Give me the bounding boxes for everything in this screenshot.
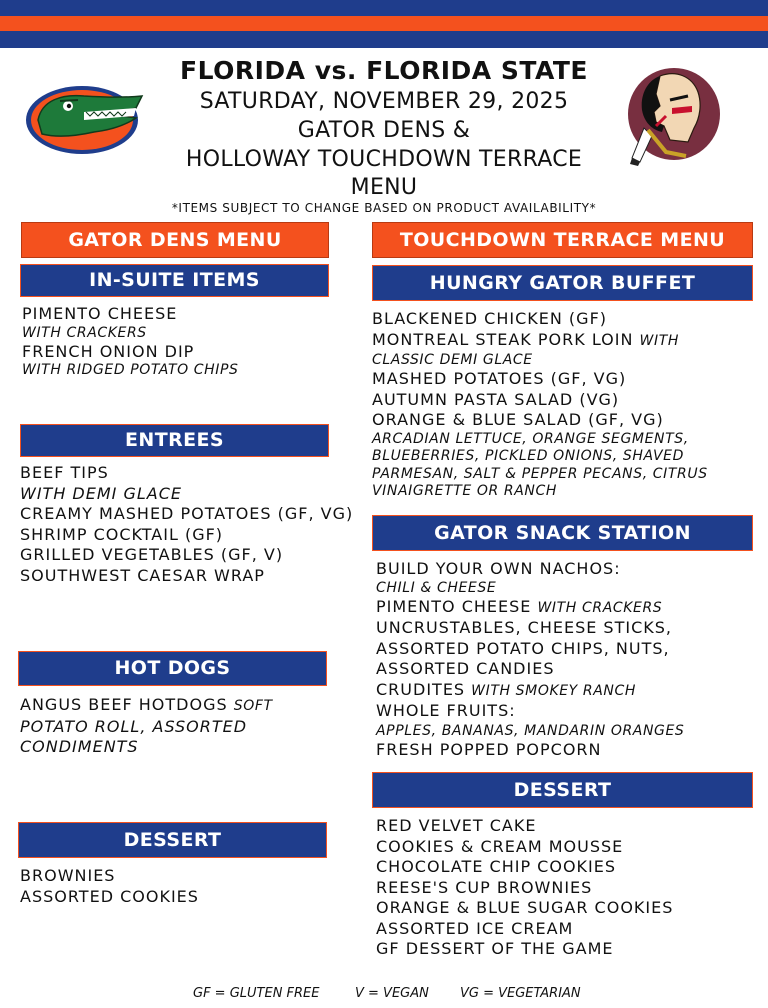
menu-item-note: PARMESAN, SALT & PEPPER PECANS, CITRUS <box>372 465 708 482</box>
menu-heading: MENU <box>350 175 418 200</box>
in-suite-items-header: IN-SUITE ITEMS <box>20 264 329 297</box>
menu-item: CREAMY MASHED POTATOES (GF, VG) <box>20 504 354 523</box>
menu-item: ANGUS BEEF HOTDOGS <box>20 695 228 714</box>
event-date: SATURDAY, NOVEMBER 29, 2025 <box>199 89 569 114</box>
menu-item: CRUDITES <box>376 679 466 699</box>
menu-item: MASHED POTATOES (GF, VG) <box>372 369 627 388</box>
right-dessert-header: DESSERT <box>372 772 753 808</box>
gator-dens-menu-header: GATOR DENS MENU <box>21 222 329 258</box>
top-stripe-blue <box>0 0 768 16</box>
menu-item-note: CHILI & CHEESE <box>376 579 497 596</box>
menu-item: MONTREAL STEAK PORK LOIN <box>372 329 634 349</box>
legend-gluten-free: GF = GLUTEN FREE <box>193 986 320 1001</box>
snack-station-list <box>376 559 766 760</box>
venue-line-2: HOLLOWAY TOUCHDOWN TERRACE <box>185 147 583 172</box>
menu-item: BLACKENED CHICKEN (GF) <box>372 309 608 328</box>
menu-item: GF DESSERT OF THE GAME <box>376 939 614 958</box>
menu-item: ASSORTED ICE CREAM <box>376 918 574 938</box>
entrees-list <box>20 463 365 586</box>
availability-note: *ITEMS SUBJECT TO CHANGE BASED ON PRODUCT AVAILABILITY* <box>171 201 597 215</box>
menu-item: FRESH POPPED POPCORN <box>376 739 602 759</box>
menu-item-note: POTATO ROLL, ASSORTED <box>20 716 248 736</box>
menu-item: ASSORTED POTATO CHIPS, NUTS, <box>376 638 670 658</box>
menu-item-note: WITH <box>639 332 679 349</box>
menu-item: CHOCOLATE CHIP COOKIES <box>376 857 617 876</box>
menu-item: REESE'S CUP BROWNIES <box>376 877 593 897</box>
legend-vegetarian: VG = VEGETARIAN <box>460 986 581 1001</box>
menu-item-note: VINAIGRETTE OR RANCH <box>372 483 557 499</box>
menu-item-note: WITH CRACKERS <box>22 324 147 341</box>
event-title: FLORIDA vs. FLORIDA STATE <box>180 56 588 85</box>
menu-item-note: APPLES, BANANAS, MANDARIN ORANGES <box>376 722 685 739</box>
menu-item: ORANGE & BLUE SALAD (GF, VG) <box>372 410 664 429</box>
entrees-header: ENTREES <box>20 424 329 457</box>
in-suite-items-list <box>22 304 342 379</box>
menu-item: RED VELVET CAKE <box>376 816 537 835</box>
menu-item: BUILD YOUR OWN NACHOS: <box>376 559 621 578</box>
venue-line-1: GATOR DENS & <box>297 118 471 143</box>
menu-item: PIMENTO CHEESE <box>22 304 178 323</box>
gator-snack-station-header: GATOR SNACK STATION <box>372 515 753 551</box>
menu-item-note: BLUEBERRIES, PICKLED ONIONS, SHAVED <box>372 448 684 464</box>
menu-item-note: CONDIMENTS <box>20 737 139 756</box>
menu-item-note: WITH SMOKEY RANCH <box>471 682 636 699</box>
menu-item: FRENCH ONION DIP <box>22 341 195 361</box>
menu-item: ASSORTED COOKIES <box>20 886 199 906</box>
menu-item: ASSORTED CANDIES <box>376 659 555 678</box>
menu-item-note: WITH DEMI GLACE <box>20 483 183 503</box>
menu-item: UNCRUSTABLES, CHEESE STICKS, <box>376 618 672 637</box>
menu-item: WHOLE FRUITS: <box>376 701 516 720</box>
top-stripe-orange <box>0 16 768 31</box>
touchdown-terrace-menu-header: TOUCHDOWN TERRACE MENU <box>372 222 753 258</box>
menu-item-note: WITH CRACKERS <box>537 599 663 616</box>
top-stripe-blue-lower <box>0 31 768 48</box>
buffet-list <box>372 309 762 501</box>
menu-item: SHRIMP COCKTAIL (GF) <box>20 524 224 544</box>
menu-item: PIMENTO CHEESE <box>376 596 532 616</box>
menu-item: GRILLED VEGETABLES (GF, V) <box>20 545 284 564</box>
menu-item: COOKIES & CREAM MOUSSE <box>376 836 624 856</box>
menu-item: AUTUMN PASTA SALAD (VG) <box>372 389 620 409</box>
hot-dogs-header: HOT DOGS <box>18 651 327 686</box>
menu-item: SOUTHWEST CAESAR WRAP <box>20 565 265 585</box>
menu-item-note: ARCADIAN LETTUCE, ORANGE SEGMENTS, <box>372 430 689 447</box>
menu-item: ORANGE & BLUE SUGAR COOKIES <box>376 898 674 917</box>
hot-dogs-list <box>20 695 340 758</box>
menu-item-note: CLASSIC DEMI GLACE <box>372 352 533 368</box>
menu-item: BROWNIES <box>20 866 116 885</box>
menu-item-note: WITH RIDGED POTATO CHIPS <box>22 362 239 378</box>
hungry-gator-buffet-header: HUNGRY GATOR BUFFET <box>372 265 753 301</box>
left-dessert-header: DESSERT <box>18 822 327 858</box>
legend-vegan: V = VEGAN <box>355 986 429 1001</box>
left-dessert-list <box>20 866 340 907</box>
right-dessert-list <box>376 816 766 960</box>
menu-item: BEEF TIPS <box>20 463 109 482</box>
menu-item-note: SOFT <box>233 698 273 714</box>
